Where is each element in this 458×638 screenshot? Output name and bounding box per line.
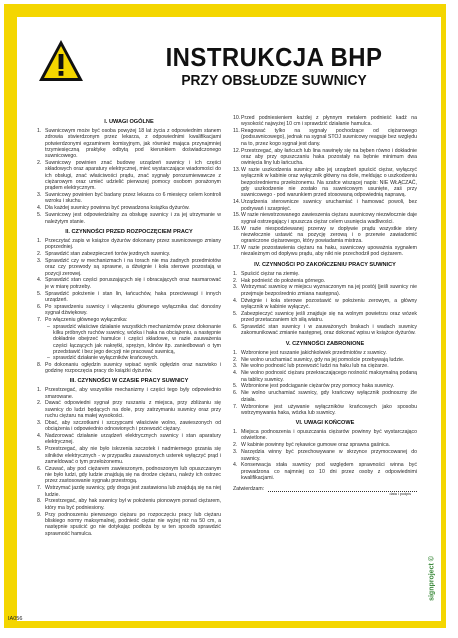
item-number: 3. [233, 449, 238, 456]
list-item [37, 317, 221, 323]
item-number: 2. [233, 356, 238, 363]
list-item [233, 449, 417, 462]
list-item [233, 284, 417, 297]
item-text: Sprawdzić stan suwnicy i w zauważonych brakach i wadach suwnicy zakomunikować zmianie następnej, oraz dokonać wpisu w książce dyżurów. [241, 324, 417, 337]
list-item [37, 387, 221, 400]
item-number: 3. [233, 363, 238, 370]
item-number: 2. [233, 277, 238, 284]
item-number: 7. [37, 316, 42, 323]
item-text: Dbać, aby szczotkami i szczypcami właściwie wolno, zawieszonych od obciążenia i odpowiednio odnowionych i przewozić ciężary. [45, 419, 221, 433]
list-item [37, 466, 221, 485]
item-number: 5. [37, 212, 42, 219]
signature-line [268, 485, 417, 492]
item-number: 7. [37, 485, 42, 492]
item-number: 1. [233, 429, 238, 436]
sub-item [37, 324, 221, 355]
item-text: Nadzorować działanie urządzeń elektrycznych suwnicy i stan aparatury elektrycznej. [45, 433, 221, 446]
item-number: 16. [233, 225, 241, 232]
list-item [37, 291, 221, 304]
item-text: W razie uszkodzenia suwnicy albo jej urządzeń spuścić ciężar, wyłączyć wyłącznik w kabinie oraz wyłącznik główny na dole, meldując o uszkodzeniu bezpośredniemu przełożonemu. Na szafce wiszącej napis: NIE WŁĄCZAĆ, gdy uszkodzenie nie zostało na suwnicowym usunięte, zaś przy suwnicowego - pod warunkiem przed stosowaną odpowiednią naprawą. [241, 167, 417, 199]
list-item [233, 324, 417, 337]
list-item [37, 251, 221, 257]
list-item [37, 420, 221, 433]
item-number: 12. [233, 147, 241, 154]
item-text: Po dokonaniu ogłędzin suwnicy wpisać wynik ogłędzin oraz nazwisko i godzinę rozpoczęcia pracy do książki dyżurów. [45, 361, 221, 374]
item-text: Suwnicowy jest odpowiedzialny za obsługę suwnicy i za jej utrzymanie w należytym stanie. [45, 212, 221, 225]
item-text: Przestrzegać, aby hak suwnicy był w położeniu pionowym ponad ciężarem, który ma być podniesiony. [45, 498, 221, 511]
item-text: Wzbronione jest podciąganie ciężarów przy pomocy haka suwnicy. [241, 383, 395, 390]
item-number: 8. [37, 361, 42, 368]
item-number: 1. [233, 349, 238, 356]
item-text: W razie niewstrzowanego zawieszenia ciężaru suwnicowy niezwłocznie daje sygnał ostrzegający i spuszcza ciężar celem usunięcia wadliwości. [241, 212, 417, 225]
list-item [37, 400, 221, 419]
item-number: 15. [233, 212, 241, 219]
item-number: 3. [233, 284, 238, 291]
item-number: 4. [37, 205, 42, 212]
item-text: Dźwignie i koła sterowe pozostawić w położeniu zerowym, a główny wyłącznik w kabinie wyłączyć. [241, 297, 417, 310]
list-item [37, 192, 221, 205]
list-item [37, 238, 221, 251]
item-text: Suwnicowy powinien znać budowę urządzeń suwnicy i ich części składowych oraz aparatury elektrycznej, mieć wystarczające wiadomości do ich obsługi, znać właściwości prądu, znać sygnały porozumiewawcze z ciężarowym oraz umieć udzielić pierwszej pomocy osobom porażonym prądem elektrycznym. [45, 160, 221, 192]
product-code: IA056 [8, 616, 23, 622]
item-number: 3. [37, 192, 42, 199]
list-item [233, 199, 417, 212]
item-text: Nie wolno uruchamiać suwnicy, gdy na jej pomoście przebywają ludzie. [241, 356, 405, 363]
item-number: 1. [37, 128, 42, 134]
section-heading: I. UWAGI OGÓLNE [104, 119, 154, 125]
list-item [37, 212, 221, 225]
item-number: 2. [233, 442, 238, 449]
item-text: Nie wolno uruchamiać suwnicy, gdy krańcowy wyłącznik podnoszny źle działa. [241, 390, 417, 403]
list-item [37, 160, 221, 191]
approval-line [233, 485, 417, 492]
item-number: 8. [37, 498, 42, 505]
item-text: Wzbronione jest ruszanie jakichkolwiek przedmiotów z suwnicy. [241, 349, 387, 356]
item-number: 4. [233, 462, 238, 469]
brand-mark [427, 545, 439, 615]
sub-dash: – [47, 323, 50, 330]
item-text: Nie wolno podnosić lub przewozić ludzi na haku lub na ciężarze. [241, 363, 389, 370]
item-text: Suwnicowy powinien być badany przez lekarza co 6 miesięcy celem kontroli wzroku i słuchu. [45, 192, 221, 205]
left-column [37, 115, 221, 603]
item-number: 3. [37, 419, 42, 426]
item-text: Narzędzia winny być przechowywane w skrzynce przymocowanej do suwnicy. [241, 449, 417, 462]
list-item [37, 446, 221, 465]
item-text: Wzbronione jest używanie wyłączników krańcowych jako sposobu wstrzymywania haka, wózka lub suwnicy. [241, 403, 417, 416]
instruction-sheet [17, 17, 441, 621]
list-item [233, 442, 417, 448]
list-item [233, 390, 417, 403]
item-text: Sprawdzić stan zabezpieczeń torów jezdnych suwnicy. [45, 251, 171, 258]
approval-label: Zatwierdzam: [233, 486, 265, 493]
list-item [37, 498, 221, 511]
item-number: 13. [233, 167, 241, 174]
sub-dash: – [47, 355, 50, 362]
item-text: Po sprawdzeniu suwnicy i włączeniu głównego wyłącznika dać donośny sygnał dźwiękowy. [45, 303, 221, 317]
sub-text: sprawdzić działanie wyłączników krańcowych. [53, 355, 159, 362]
list-item [233, 298, 417, 311]
section-heading: II. CZYNNOŚCI PRZED ROZPOCZĘCIEM PRACY [65, 228, 193, 235]
list-item [37, 304, 221, 317]
signature-caption: data i podpis [389, 492, 411, 497]
list-item [233, 212, 417, 225]
item-number: 4. [233, 370, 238, 377]
item-number: 10. [233, 115, 241, 121]
section-heading: VI. UWAGI KOŃCOWE [295, 420, 355, 427]
item-number: 7. [233, 403, 238, 410]
list-item [233, 148, 417, 167]
page-subtitle: PRZY OBSŁUDZE SUWNICY [181, 72, 367, 89]
item-text: Miejsca podnoszenia i opuszczania ciężarów powinny być wystarczająco oświetlone. [241, 429, 417, 442]
item-number: 1. [233, 270, 238, 277]
content-columns [37, 115, 417, 603]
item-text: Sprawdzić położenie i stan lin, łańcuchów, haka przeciwwagi i innych urządzeń. [45, 290, 221, 303]
item-number: 17. [233, 245, 241, 252]
list-item [233, 278, 417, 284]
item-number: 5. [233, 383, 238, 390]
item-text: Konserwacja stała suwnicy pod względem sprawności winna być prowadzona co najmniej co 10 dni przez osoby z odpowiednimi kwalifikacjami. [241, 462, 417, 482]
item-number: 4. [37, 433, 42, 440]
item-number: 2. [37, 160, 42, 167]
list-item [233, 271, 417, 277]
item-text: Wstrzymać suwnicę w miejscu wyznaczonym na jej postój (jeśli suwnicy nie przejmuje bezpośrednio zmiana następna). [241, 284, 417, 297]
item-text: Hak podnieść do położenia górnego. [241, 277, 326, 284]
item-number: 1. [37, 387, 42, 394]
section-heading: III. CZYNNOŚCI W CZASIE PRACY SUWNICY [69, 378, 189, 385]
list-item [233, 128, 417, 147]
page-title: INSTRUKCJA BHP [165, 42, 383, 72]
item-text: Przestrzegać, aby nie było iskrzenia szczotek i nadmiernego grzania się silników elektrycznych - w przypadku zauważonych usterek wyłączyć prąd i zameldować o tym przełożonemu. [45, 446, 221, 465]
item-text: Nie wolno podnosić ciężaru przekraczającego nośność maksymalną podaną na tablicy suwnicy. [241, 370, 417, 383]
item-text: W razie pozostawienia ciężaru na haku, suwnicowy upoważnia sygnałem niezależnym od dopływu prądu, aby nikt nie przechodził pod ciężarem. [241, 245, 417, 258]
list-item [233, 115, 417, 128]
item-number: 1. [37, 237, 42, 244]
list-item [233, 245, 417, 258]
list-item [37, 485, 221, 498]
item-text: Dla każdej suwnicy powinna być prowadzona książka dyżurów. [45, 205, 190, 212]
item-text: Urządzenia sterownicze suwnicy uruchamiać i hamować powoli, bez podrywań i szarpnięć. [241, 199, 417, 212]
item-text: W razie niespodziewanej przerwy w dopływie prądu wszystkie stery niezwłocznie ustawić na pozycję zerową i o przerwie zawiadomić ograniczone ciężarowego, który powiadamia mistrza. [241, 225, 417, 245]
item-text: Dawać odpowiedni sygnał przy ruszaniu z miejsca, przy zbliżaniu się suwnicy do ludzi będących na dole, przy zatrzymaniu suwnicy oraz przy ruchu ciężaru na małej wysokości. [45, 400, 221, 419]
header [17, 17, 441, 95]
item-text: Przy podnoszeniu pierwszego ciężaru po rozpoczęciu pracy lub ciężaru bliskiego normy maksymalnej, podnieść ciężar nie wyżej niż na 50 cm, a następnie spuścić go nie dotykając podłoża by w ten sposób sprawdzić sprawność hamulca. [45, 511, 221, 537]
right-column [233, 115, 417, 603]
item-number: 6. [233, 324, 238, 331]
sub-text: sprawdzić właściwe działanie wszystkich mechanizmów przez dokonanie kilku próbnych ruchów suwnicy, wózka i haka na obciążeniu, a następnie dokładnie obejrzeć hamulce i części składowe, w razie zauważenia części łączących jak nakrętki, sprężyn, klinów itp. zaniedbowań o tym przedstawić i bez jego decyzji nie pracować suwnicą, [53, 323, 221, 356]
list-item [233, 404, 417, 417]
item-number: 4. [37, 277, 42, 284]
item-text: Sprawdzić stan części poruszających się i obracających oraz nasmarować je w miarę potrzeby. [45, 277, 221, 290]
list-item [37, 512, 221, 537]
item-text: Sprawdzić czy w mechanizmach i na torach nie ma żadnych przedmiotów oraz czy przewody są sprawne, a dźwignie i koła sterowe pozostają w pozycji zerowej. [45, 257, 221, 277]
item-text: Przestrzegać, aby łańcuch lub lina nawinęły się na bęben równo i dokładnie oraz aby przy opuszczaniu haka pozostały na bębnie minimum dwa owinięcia liny lub łańcucha. [241, 147, 417, 167]
list-item [233, 363, 417, 369]
list-item [233, 350, 417, 356]
item-number: 2. [37, 400, 42, 407]
item-number: 6. [37, 303, 42, 310]
item-text: W kabinie powinny być rękawice gumowe oraz sprawna gaśnica. [241, 442, 391, 449]
item-number: 5. [233, 310, 238, 317]
yellow-frame [4, 4, 446, 628]
item-text: Zabezpieczyć suwnicę jeśli znajduje się na wolnym powietrzu oraz wózek przed przetaczaniem ich siłą wiatru. [241, 310, 417, 324]
item-text: Przeczytać zapis w książce dyżurów dokonany przez suwnicowego zmiany poprzedniej. [45, 237, 221, 251]
list-item [233, 226, 417, 245]
item-number: 4. [233, 297, 238, 304]
item-number: 2. [37, 251, 42, 258]
brand-text: signproject © [428, 556, 436, 601]
item-text: Po włączeniu głównego wyłącznika: [45, 316, 128, 323]
item-text: Wstrzymać jazdę suwnicy, gdy droga jest zastawiona lub znajdują się na niej ludzie. [45, 485, 221, 498]
list-item [37, 258, 221, 277]
section-heading: V. CZYNNOŚCI ZABRONIONE [285, 340, 365, 347]
item-number: 6. [37, 465, 42, 472]
item-text: Przed podniesieniem każdej z płynnym metalem podnieść kadź na wysokość najwyżej 10 cm i sprawdzić działanie hamulca. [241, 115, 417, 128]
list-item [233, 383, 417, 389]
item-number: 3. [37, 257, 42, 264]
item-number: 5. [37, 290, 42, 297]
list-item [37, 362, 221, 375]
list-item [37, 128, 221, 159]
item-text: Reagować tylko na sygnały pochodzące od ciężarowego (podsuwnicowego), jednak na sygnał STOJ suwnicowy reaguje bez względu na to, przez kogo sygnał jest dany. [241, 128, 417, 147]
item-text: Spuścić ciężar na ziemię. [241, 270, 300, 277]
list-item [37, 205, 221, 211]
list-item [37, 433, 221, 446]
item-number: 14. [233, 199, 241, 206]
list-item [37, 277, 221, 290]
item-text: Przestrzegać, aby wszystkie mechanizmy i części tego były odpowiednio smarowane. [45, 387, 221, 400]
list-item [233, 311, 417, 324]
item-text: Suwnicowym może być osoba powyżej 18 lat życia z odpowiednim stanem zdrowia stwierdzonym przez lekarza, z odpowiednimi kwalifikacjami potwierdzonymi egzaminem komisyjnym, jak również mająca przynajmniej trzymiesięczną praktykę odbytą pod kierunkiem doświadczonego suwnicowego. [45, 128, 221, 160]
warning-sign-icon [37, 37, 85, 85]
item-number: 6. [233, 390, 238, 397]
list-item [233, 462, 417, 481]
item-number: 9. [37, 511, 42, 518]
section-heading: IV. CZYNNOŚCI PO ZAKOŃCZENIU PRACY SUWNICY [254, 261, 396, 268]
item-number: 11. [233, 128, 240, 135]
list-item [233, 167, 417, 198]
list-item [233, 357, 417, 363]
item-text: Czuwać, aby pod ciężarem zawieszonym, podnoszonym lub opuszczanym nie było ludzi, gdy ludzie znajdują się na drodze ciężaru, należy ich ostrzec przez zastosowanie sygnału przestrogą. [45, 465, 221, 485]
list-item [233, 429, 417, 442]
item-number: 5. [37, 446, 42, 453]
list-item [233, 370, 417, 383]
